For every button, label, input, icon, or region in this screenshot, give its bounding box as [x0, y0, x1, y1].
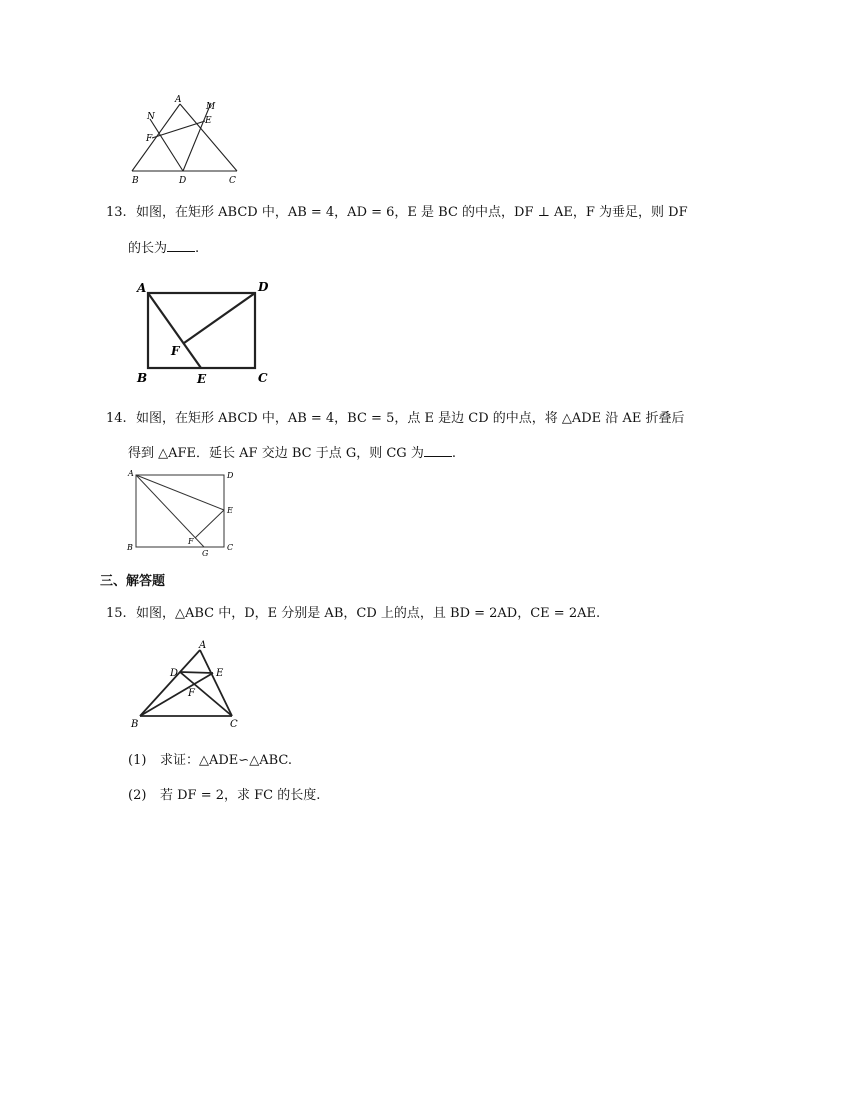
- q12-label-f: F: [146, 134, 153, 144]
- q12-label-n: N: [147, 112, 155, 122]
- q15-text-line1: 如图，△ABC 中，D，E 分别是 AB，CD 上的点，且 BD = 2AD，CE = 2AE.: [136, 606, 601, 621]
- q15-label-e: E: [216, 668, 224, 679]
- q15-label-c: C: [230, 719, 238, 730]
- q14-label-e: E: [227, 506, 233, 515]
- q14-label-c: C: [227, 543, 234, 552]
- q14-number: 14.: [106, 411, 127, 426]
- q14-text-line2: [128, 443, 456, 464]
- q12-label-c: C: [229, 176, 236, 186]
- q13-line2-end: .: [195, 241, 200, 256]
- section-title: 三、解答题: [100, 574, 166, 589]
- q13-label-a: A: [137, 281, 147, 295]
- q13-number: 13.: [106, 205, 127, 220]
- q15-label-a: A: [199, 640, 207, 651]
- q14-label-g: G: [202, 549, 209, 558]
- q13-label-b: B: [137, 371, 148, 385]
- q12-label-d: D: [179, 176, 187, 186]
- q14-label-b: B: [127, 543, 133, 552]
- q14-label-d: D: [227, 471, 234, 480]
- q13-text-line1: 如图，在矩形 ABCD 中，AB = 4，AD = 6，E 是 BC 的中点，DF ⊥ AE，F 为垂足，则 DF: [136, 205, 688, 220]
- q15-label-f: F: [188, 688, 195, 699]
- q12-figure: [128, 94, 243, 186]
- q13-label-c: C: [258, 371, 268, 385]
- q15-sub2-text: 若 DF = 2，求 FC 的长度.: [160, 788, 321, 803]
- q13-line2-text: 的长为: [128, 241, 168, 256]
- q14-label-f: F: [188, 537, 194, 546]
- q14-figure: [124, 466, 244, 558]
- q14-line2-end: .: [451, 446, 456, 461]
- q12-label-a: A: [175, 95, 182, 105]
- q14-line2-text: 得到 △AFE．延长 AF 交边 BC 于点 G，则 CG 为: [128, 446, 424, 461]
- q13-label-f: F: [171, 344, 180, 358]
- q13-text-line2: [128, 238, 199, 259]
- q12-label-m: M: [206, 102, 216, 112]
- q13-figure: [128, 278, 288, 388]
- q15-sub1-number: (1): [128, 753, 147, 768]
- q15-label-d: D: [170, 668, 179, 679]
- q15-sub1-text: 求证：△ADE∽△ABC.: [160, 753, 292, 768]
- q13-label-e: E: [197, 372, 207, 386]
- q15-number: 15.: [106, 606, 127, 621]
- q15-sub2-number: (2): [128, 788, 147, 803]
- q15-figure: [128, 636, 248, 732]
- q14-label-a: A: [128, 469, 134, 478]
- q14-text-line1: 如图，在矩形 ABCD 中，AB = 4，BC = 5，点 E 是边 CD 的中点，将 △ADE 沿 AE 折叠后: [136, 411, 685, 426]
- q12-label-b: B: [132, 176, 139, 186]
- q14-answer-blank[interactable]: [424, 443, 452, 457]
- q13-label-d: D: [258, 280, 269, 294]
- q15-label-b: B: [131, 719, 139, 730]
- q13-answer-blank[interactable]: [167, 238, 195, 252]
- q12-label-e: E: [205, 116, 212, 126]
